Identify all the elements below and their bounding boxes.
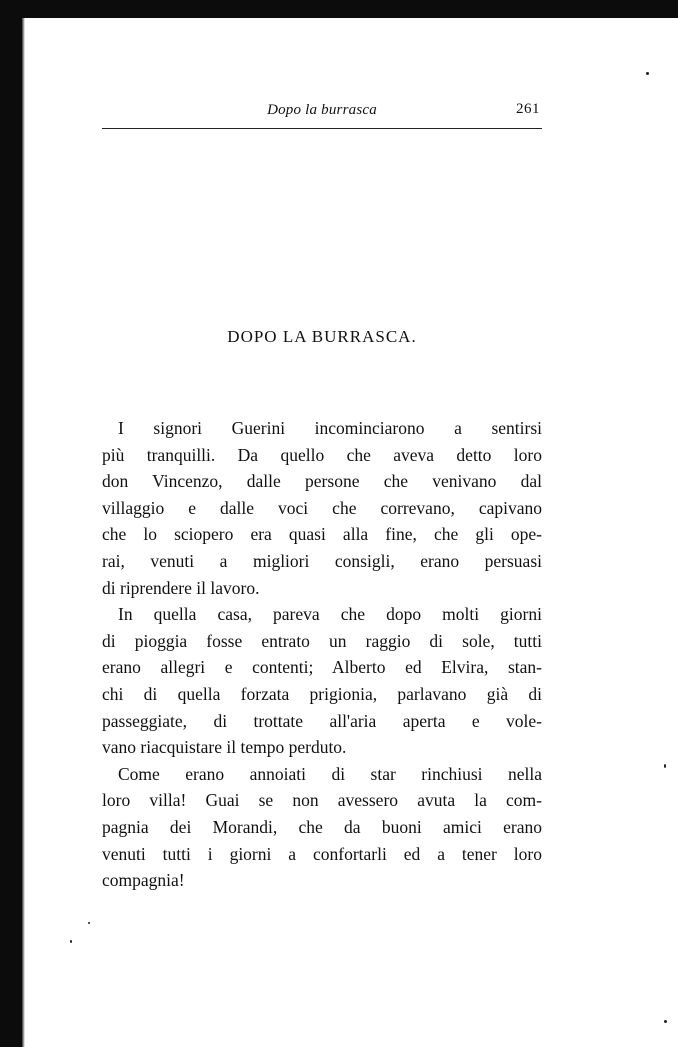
text-line: compagnia! bbox=[102, 870, 185, 891]
paragraph-3 bbox=[102, 761, 542, 894]
scan-border-left bbox=[0, 0, 22, 1047]
scan-speck bbox=[646, 72, 649, 75]
text-line: passeggiate, di trottate all'aria aperta e vole- bbox=[102, 710, 542, 731]
paragraph-1 bbox=[102, 415, 542, 601]
header-rule bbox=[102, 128, 542, 129]
text-line: In quella casa, pareva che dopo molti giorni bbox=[118, 604, 542, 625]
text-line: venuti tutti i giorni a confortarli ed a tener loro bbox=[102, 843, 542, 864]
text-line: pagnia dei Morandi, che da buoni amici erano bbox=[102, 816, 542, 837]
text-line: che lo sciopero era quasi alla fine, che gli ope- bbox=[102, 524, 542, 545]
text-line: I signori Guerini incominciarono a sentirsi bbox=[118, 418, 542, 438]
running-header bbox=[102, 100, 542, 126]
text-line: Come erano annoiati di star rinchiusi nella bbox=[118, 763, 542, 784]
page-number: 261 bbox=[516, 101, 540, 117]
text-line: don Vincenzo, dalle persone che venivano dal bbox=[102, 471, 542, 492]
text-line: di pioggia fosse entrato un raggio di sole, tutti bbox=[102, 630, 542, 651]
body-text bbox=[102, 415, 542, 894]
text-line: villaggio e dalle voci che correvano, capivano bbox=[102, 497, 542, 518]
scan-speck bbox=[70, 940, 72, 943]
text-line: chi di quella forzata prigionia, parlavano già di bbox=[102, 683, 542, 704]
text-line: di riprendere il lavoro. bbox=[102, 577, 260, 598]
scan-speck bbox=[88, 922, 90, 924]
scan-speck bbox=[664, 764, 666, 768]
text-line: vano riacquistare il tempo perduto. bbox=[102, 737, 347, 758]
scan-speck bbox=[664, 1020, 667, 1023]
paragraph-2 bbox=[102, 601, 542, 761]
scan-border-top bbox=[0, 0, 678, 18]
chapter-title: DOPO LA BURRASCA. bbox=[227, 327, 417, 346]
text-line: loro villa! Guai se non avessero avuta la com- bbox=[102, 790, 542, 811]
running-title: Dopo la burrasca bbox=[267, 102, 377, 118]
text-line: rai, venuti a migliori consigli, erano persuasi bbox=[102, 550, 542, 571]
text-line: erano allegri e contenti; Alberto ed Elvira, stan- bbox=[102, 657, 542, 678]
text-line: più tranquilli. Da quello che aveva detto loro bbox=[102, 444, 542, 465]
